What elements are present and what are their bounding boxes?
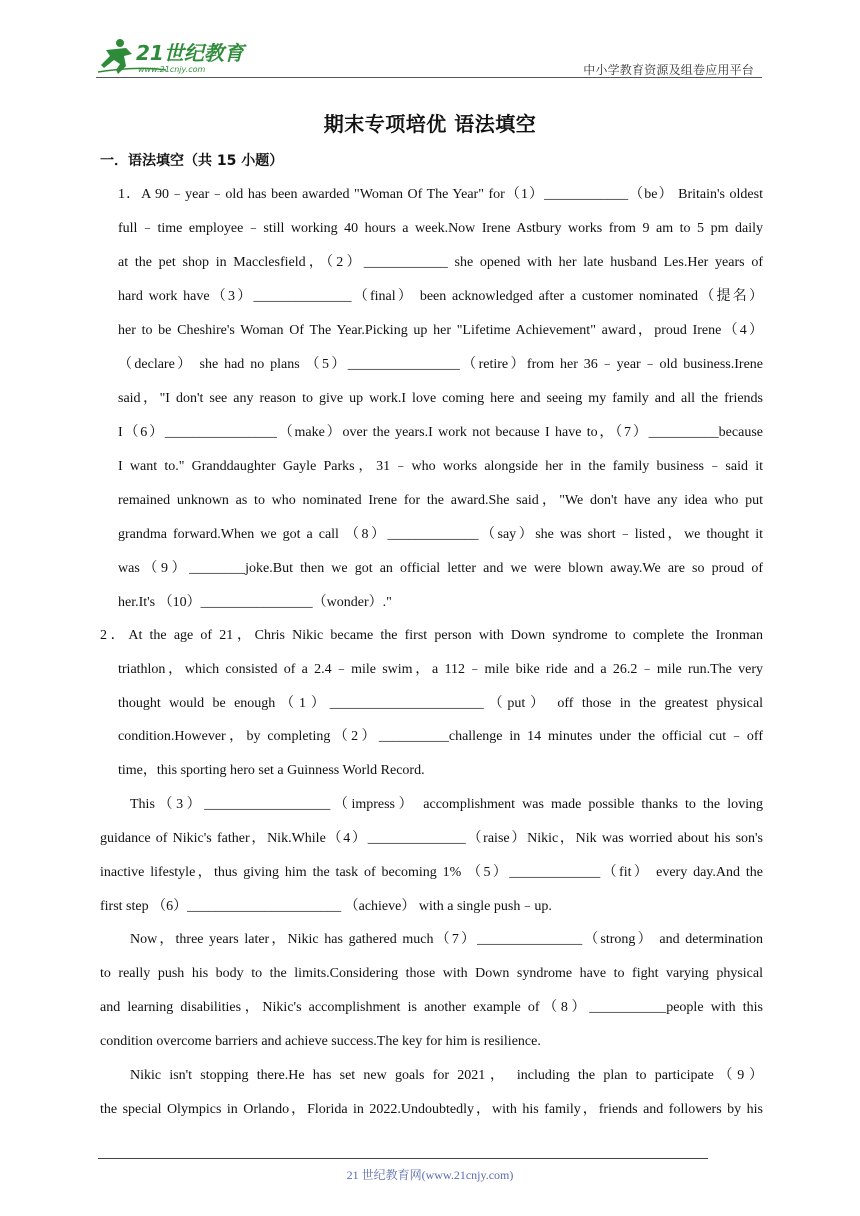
page-header	[96, 36, 762, 80]
text-line: I（6）________________（make）over the years.I work not because I have to，（7）__________because	[118, 425, 763, 440]
text-line: 1．A 90﹣year﹣old has been awarded "Woman Of The Year" for（1）____________（be） Britain's oldest	[118, 187, 763, 202]
text-line: I want to." Granddaughter Gayle Parks，31﹣who works alongside her in the family business﹣said it	[118, 459, 763, 474]
text-line: time，this sporting hero set a Guinness World Record.	[118, 763, 425, 778]
text-line: full﹣time employee﹣still working 40 hours a week.Now Irene Astbury works from 9 am to 5 pm daily	[118, 221, 763, 236]
text-line: said，"I don't see any reason to give up work.I love coming here and seeing my family and all the friends	[118, 391, 763, 406]
text-line: Nikic isn't stopping there.He has set new goals for 2021， including the plan to participate（9）	[130, 1068, 763, 1083]
logo-21cnjy	[96, 36, 256, 76]
logo-text: 21世纪教育	[136, 41, 244, 65]
text-line: was（9）________joke.But then we got an official letter and we were blown away.We are so proud of	[118, 561, 763, 576]
text-line: condition.However，by completing（2）__________challenge in 14 minutes under the official cut﹣off	[118, 729, 763, 744]
text-line: first step （6）______________________ （achieve） with a single push﹣up.	[100, 899, 552, 914]
footer-text: 21 世纪教育网(www.21cnjy.com)	[346, 1168, 514, 1182]
footer-divider	[98, 1158, 708, 1159]
text-line: the special Olympics in Orlando，Florida in 2022.Undoubtedly，with his family，friends and followers by his	[100, 1102, 763, 1117]
text-line: condition overcome barriers and achieve success.The key for him is resilience.	[100, 1034, 541, 1049]
text-line: and learning disabilities，Nikic's accomplishment is another example of（8）___________people with this	[100, 1000, 763, 1015]
text-line: guidance of Nikic's father，Nik.While（4）______________（raise）Nikic，Nik was worried about his son's	[100, 831, 763, 846]
text-line: at the pet shop in Macclesfield，（2）____________ she opened with her late husband Les.Her years of	[118, 255, 763, 270]
text-line: triathlon，which consisted of a 2.4﹣mile swim，a 112﹣mile bike ride and a 26.2﹣mile run.The very	[118, 662, 763, 677]
text-line: This（3）__________________（impress） accomplishment was made possible thanks to the loving	[130, 797, 763, 812]
header-platform-text: 中小学教育资源及组卷应用平台	[583, 63, 754, 77]
text-line: her.It's （10）________________（wonder）."	[118, 595, 392, 610]
text-line: to really push his body to the limits.Considering those with Down syndrome have to fight varying physical	[100, 966, 763, 981]
text-line: （declare） she had no plans （5）________________（retire）from her 36﹣year﹣old business.Irene	[118, 357, 763, 372]
page-title: 期末专项培优 语法填空	[323, 112, 537, 136]
text-line: her to be Cheshire's Woman Of The Year.Picking up her "Lifetime Achievement" award，proud Irene（4）	[118, 323, 763, 338]
header-divider	[96, 77, 762, 78]
logo-url: www.21cnjy.com	[138, 65, 206, 74]
text-line: remained unknown as to who nominated Irene for the award.She said，"We don't have any idea who put	[118, 493, 763, 508]
text-line: inactive lifestyle，thus giving him the task of becoming 1% （5）_____________（fit） every day.And the	[100, 865, 763, 880]
text-line: hard work have（3）______________（final） been acknowledged after a customer nominated（提名）	[118, 289, 763, 304]
text-line: grandma forward.When we got a call （8）_____________（say）she was short﹣listed，we thought it	[118, 527, 763, 542]
text-line: Now，three years later，Nikic has gathered much（7）_______________（strong） and determination	[130, 932, 763, 947]
text-line: 2．At the age of 21，Chris Nikic became the first person with Down syndrome to complete the Ironman	[100, 628, 763, 643]
section-heading: 一．语法填空（共 15 小题）	[100, 153, 284, 169]
text-line: thought would be enough（1）______________________（put） off those in the greatest physical	[118, 696, 763, 711]
